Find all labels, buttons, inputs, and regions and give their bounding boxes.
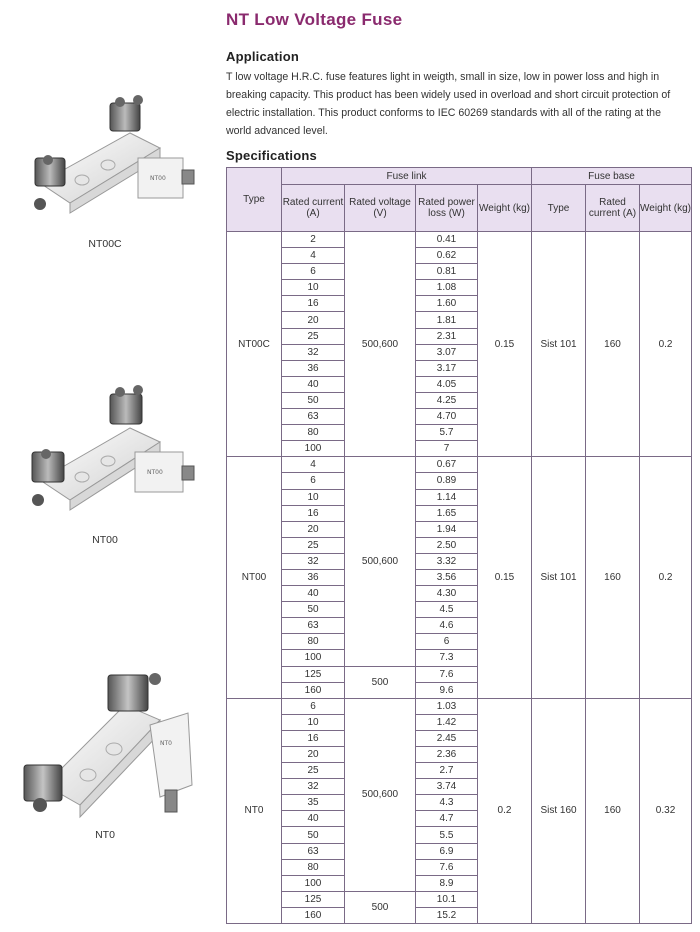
cell-power-loss: 4.70: [416, 409, 478, 425]
fuse-base-illustration: [10, 88, 200, 228]
cell-rated-current: 50: [282, 602, 345, 618]
cell-base-type: Sist 160: [532, 698, 586, 923]
cell-rated-current: 20: [282, 312, 345, 328]
cell-power-loss: 1.42: [416, 714, 478, 730]
svg-text:NT00: NT00: [147, 469, 163, 476]
cell-power-loss: 10.1: [416, 891, 478, 907]
cell-rated-current: 63: [282, 843, 345, 859]
header-fuse-link: Fuse link: [282, 168, 532, 185]
cell-rated-current: 160: [282, 682, 345, 698]
header-base-weight: Weight (kg): [640, 185, 692, 232]
cell-power-loss: 1.03: [416, 698, 478, 714]
cell-rated-voltage: 500: [345, 666, 416, 698]
cell-power-loss: 1.60: [416, 296, 478, 312]
cell-rated-current: 10: [282, 489, 345, 505]
header-base-type: Type: [532, 185, 586, 232]
cell-rated-current: 63: [282, 618, 345, 634]
cell-weight: 0.15: [478, 457, 532, 698]
cell-power-loss: 9.6: [416, 682, 478, 698]
cell-power-loss: 7.3: [416, 650, 478, 666]
cell-power-loss: 0.62: [416, 248, 478, 264]
cell-power-loss: 7: [416, 441, 478, 457]
table-row: [227, 457, 692, 473]
cell-rated-current: 6: [282, 264, 345, 280]
cell-rated-current: 4: [282, 248, 345, 264]
cell-power-loss: 3.74: [416, 779, 478, 795]
cell-power-loss: 4.25: [416, 392, 478, 408]
cell-rated-current: 160: [282, 907, 345, 923]
cell-rated-current: 36: [282, 569, 345, 585]
cell-power-loss: 2.36: [416, 747, 478, 763]
cell-power-loss: 3.32: [416, 553, 478, 569]
cell-base-weight: 0.32: [640, 698, 692, 923]
product-caption: NT00: [92, 534, 118, 546]
page-title: NT Low Voltage Fuse: [226, 10, 403, 29]
header-fuse-base: Fuse base: [532, 168, 692, 185]
cell-rated-current: 16: [282, 505, 345, 521]
specifications-heading: Specifications: [226, 148, 317, 163]
cell-rated-current: 36: [282, 360, 345, 376]
cell-rated-current: 20: [282, 747, 345, 763]
cell-rated-current: 32: [282, 779, 345, 795]
cell-power-loss: 7.6: [416, 859, 478, 875]
cell-rated-current: 25: [282, 537, 345, 553]
cell-power-loss: 2.7: [416, 763, 478, 779]
cell-power-loss: 2.50: [416, 537, 478, 553]
cell-power-loss: 6: [416, 634, 478, 650]
header-rated-current: Rated current (A): [282, 185, 345, 232]
cell-rated-current: 125: [282, 891, 345, 907]
header-rated-voltage: Rated voltage (V): [345, 185, 416, 232]
cell-power-loss: 4.5: [416, 602, 478, 618]
cell-type: NT00: [227, 457, 282, 698]
cell-rated-voltage: 500,600: [345, 698, 416, 891]
cell-rated-current: 20: [282, 521, 345, 537]
cell-power-loss: 7.6: [416, 666, 478, 682]
cell-power-loss: 3.56: [416, 569, 478, 585]
svg-text:NT00: NT00: [150, 175, 166, 182]
cell-power-loss: 1.81: [416, 312, 478, 328]
cell-power-loss: 5.7: [416, 425, 478, 441]
fuse-base-illustration: [10, 665, 200, 825]
cell-rated-current: 80: [282, 859, 345, 875]
cell-power-loss: 4.7: [416, 811, 478, 827]
cell-rated-current: 40: [282, 586, 345, 602]
cell-power-loss: 4.30: [416, 586, 478, 602]
cell-power-loss: 0.41: [416, 232, 478, 248]
cell-power-loss: 0.89: [416, 473, 478, 489]
cell-rated-current: 2: [282, 232, 345, 248]
cell-power-loss: 2.31: [416, 328, 478, 344]
cell-power-loss: 4.05: [416, 376, 478, 392]
cell-power-loss: 15.2: [416, 907, 478, 923]
cell-type: NT00C: [227, 232, 282, 457]
cell-rated-current: 16: [282, 730, 345, 746]
cell-base-current: 160: [586, 457, 640, 698]
cell-power-loss: 2.45: [416, 730, 478, 746]
cell-rated-current: 10: [282, 714, 345, 730]
specifications-table: [226, 167, 692, 924]
cell-power-loss: 0.81: [416, 264, 478, 280]
product-caption: NT0: [95, 829, 115, 841]
cell-power-loss: 1.94: [416, 521, 478, 537]
cell-rated-current: 35: [282, 795, 345, 811]
cell-power-loss: 1.65: [416, 505, 478, 521]
cell-weight: 0.15: [478, 232, 532, 457]
cell-power-loss: 3.17: [416, 360, 478, 376]
cell-power-loss: 3.07: [416, 344, 478, 360]
table-row: [227, 232, 692, 248]
cell-power-loss: 8.9: [416, 875, 478, 891]
cell-rated-current: 40: [282, 811, 345, 827]
cell-rated-current: 50: [282, 827, 345, 843]
table-row: [227, 698, 692, 714]
application-heading: Application: [226, 49, 299, 64]
cell-rated-current: 10: [282, 280, 345, 296]
cell-rated-current: 32: [282, 344, 345, 360]
header-rated-power-loss: Rated power loss (W): [416, 185, 478, 232]
cell-type: NT0: [227, 698, 282, 923]
product-image-nt00c: [10, 88, 200, 250]
cell-rated-current: 80: [282, 425, 345, 441]
cell-power-loss: 4.3: [416, 795, 478, 811]
application-text: T low voltage H.R.C. fuse features light in weigth, small in size, low in power loss and high in breaking capacity. This product has been widely used in overload and short circuit protection of electric installation. This product conforms to IEC 60269 standards with all of the rating at the world advanced level.: [226, 71, 671, 137]
cell-base-current: 160: [586, 698, 640, 923]
fuse-base-illustration: [10, 380, 200, 520]
cell-power-loss: 0.67: [416, 457, 478, 473]
header-weight: Weight (kg): [478, 185, 532, 232]
cell-rated-current: 125: [282, 666, 345, 682]
product-caption: NT00C: [88, 238, 122, 250]
cell-base-type: Sist 101: [532, 232, 586, 457]
cell-rated-current: 63: [282, 409, 345, 425]
cell-power-loss: 1.14: [416, 489, 478, 505]
cell-rated-voltage: 500,600: [345, 457, 416, 666]
cell-power-loss: 1.08: [416, 280, 478, 296]
cell-rated-voltage: 500: [345, 891, 416, 923]
cell-rated-current: 40: [282, 376, 345, 392]
cell-rated-current: 32: [282, 553, 345, 569]
cell-base-current: 160: [586, 232, 640, 457]
cell-weight: 0.2: [478, 698, 532, 923]
cell-power-loss: 4.6: [416, 618, 478, 634]
cell-base-weight: 0.2: [640, 457, 692, 698]
cell-base-type: Sist 101: [532, 457, 586, 698]
cell-rated-current: 6: [282, 698, 345, 714]
cell-rated-current: 100: [282, 875, 345, 891]
header-base-rated-current: Rated current (A): [586, 185, 640, 232]
cell-rated-current: 16: [282, 296, 345, 312]
cell-rated-current: 80: [282, 634, 345, 650]
cell-rated-current: 100: [282, 650, 345, 666]
product-image-nt00: [10, 380, 200, 546]
cell-rated-current: 25: [282, 328, 345, 344]
cell-power-loss: 6.9: [416, 843, 478, 859]
cell-power-loss: 5.5: [416, 827, 478, 843]
cell-rated-current: 100: [282, 441, 345, 457]
svg-text:NT0: NT0: [160, 740, 172, 747]
cell-rated-current: 25: [282, 763, 345, 779]
cell-base-weight: 0.2: [640, 232, 692, 457]
header-type: Type: [227, 168, 282, 232]
cell-rated-current: 4: [282, 457, 345, 473]
cell-rated-current: 6: [282, 473, 345, 489]
specifications-table-body: [227, 232, 692, 924]
product-image-nt0: [10, 665, 200, 841]
cell-rated-current: 50: [282, 392, 345, 408]
cell-rated-voltage: 500,600: [345, 232, 416, 457]
